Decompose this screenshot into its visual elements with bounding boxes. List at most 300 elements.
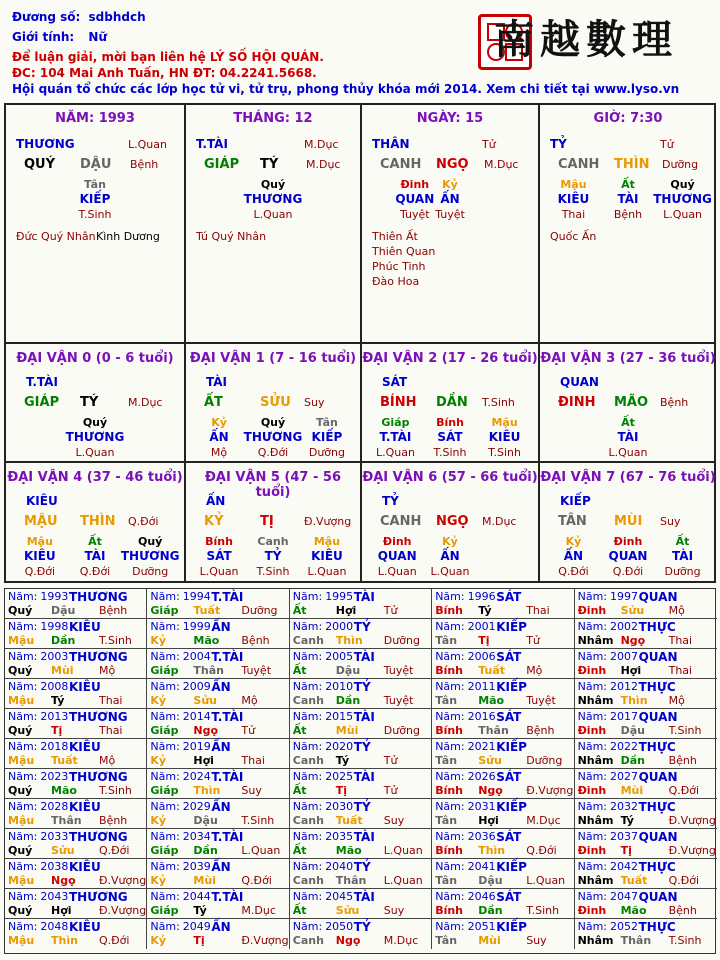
hidden-star: Tuyệt <box>399 208 430 221</box>
hidden-star: L.Quan <box>663 208 703 221</box>
year-god: KIẾP <box>496 800 527 814</box>
year-chi: Dậu <box>478 874 503 887</box>
year-label: Năm: <box>577 770 607 783</box>
year-label: Năm: <box>577 710 607 723</box>
year-chi: Ngọ <box>193 724 219 737</box>
year-cell <box>575 649 717 679</box>
year-can: Ất <box>292 844 307 857</box>
year-god: QUAN <box>638 830 678 844</box>
year-god: KIÊU <box>69 800 101 814</box>
year-chi: Tị <box>478 634 490 647</box>
year-cell <box>575 799 717 829</box>
year-god: TÀI <box>353 770 375 784</box>
year-label: Năm: <box>577 890 607 903</box>
year-chi: Thìn <box>51 934 78 947</box>
year-label: Năm: <box>577 740 607 753</box>
year-chi: Mão <box>51 784 77 797</box>
year-star: L.Quan <box>383 874 423 887</box>
year-number <box>293 890 353 903</box>
dai-van-can: BÍNH <box>380 395 417 410</box>
year-label: Năm: <box>150 800 180 813</box>
hidden-can: Quý <box>260 178 286 191</box>
year-value: 2031 <box>467 800 496 813</box>
year-cell <box>147 859 289 889</box>
year-chi: Sửu <box>51 844 75 857</box>
year-god: T.TÀI <box>211 770 244 784</box>
year-chi: Thân <box>620 934 652 947</box>
year-value: 2015 <box>325 710 354 723</box>
year-god: QUAN <box>638 590 678 604</box>
pillar-can: QUÝ <box>24 157 56 172</box>
year-star: Đ.Vượng <box>99 874 147 887</box>
year-god: TÀI <box>353 590 375 604</box>
year-number <box>150 890 210 903</box>
hidden-can: Bính <box>436 416 464 429</box>
year-label: Năm: <box>8 650 38 663</box>
year-god: QUAN <box>638 890 678 904</box>
year-god: KIÊU <box>69 680 101 694</box>
hidden-god: KIÊU <box>23 549 56 563</box>
year-number <box>435 890 495 903</box>
hidden-star: T.Sinh <box>256 565 290 578</box>
year-chi: Hợi <box>335 604 357 617</box>
hidden-god: SÁT <box>206 549 232 563</box>
year-value: 2006 <box>467 650 496 663</box>
year-god: TỶ <box>353 680 371 694</box>
hidden-can: Kỷ <box>211 416 227 429</box>
year-can: Đinh <box>577 664 607 677</box>
year-number <box>293 590 353 603</box>
year-cell <box>575 619 717 649</box>
hidden-star: Q.Đới <box>24 565 56 578</box>
header-gioi-tinh <box>12 30 107 44</box>
hidden-can: Mậu <box>26 535 53 548</box>
dai-van-chi: THÌN <box>80 514 116 529</box>
year-star: Q.Đới <box>668 784 700 797</box>
year-can: Mậu <box>8 814 35 827</box>
year-star: Tuyệt <box>383 664 414 677</box>
dai-van-chi: NGỌ <box>436 514 469 529</box>
pillar-title: NGÀY: 15 <box>416 111 484 126</box>
year-chi: Mão <box>335 844 362 857</box>
year-star: Tử <box>383 784 398 797</box>
year-number <box>150 830 210 843</box>
hidden-star: Dưỡng <box>664 565 701 578</box>
year-value: 2023 <box>40 770 69 783</box>
year-chi: Dần <box>620 754 645 767</box>
year-cell <box>5 709 147 739</box>
dai-van-can: CANH <box>380 514 422 529</box>
year-can: Quý <box>8 784 33 797</box>
shen-sha-star: Kình Dương <box>96 230 160 243</box>
year-star: T.Sinh <box>526 904 560 917</box>
year-label: Năm: <box>150 860 180 873</box>
shen-sha-star: Thiên Ất <box>372 230 418 243</box>
hidden-star: Dưỡng <box>132 565 169 578</box>
hidden-can: Kỷ <box>565 535 582 548</box>
year-number <box>8 740 68 753</box>
hidden-god: QUAN <box>377 549 417 563</box>
year-star: Tuyệt <box>526 694 556 707</box>
year-label: Năm: <box>150 740 180 753</box>
year-can: Bính <box>435 844 464 857</box>
year-chi: Hợi <box>193 754 214 767</box>
year-god: T.TÀI <box>211 890 244 904</box>
year-god: KIẾP <box>496 860 527 874</box>
year-god: KIÊU <box>69 620 101 634</box>
year-label: Năm: <box>435 620 465 633</box>
year-label: Năm: <box>435 800 465 813</box>
pillar-title: GIỜ: 7:30 <box>593 111 663 126</box>
year-cell <box>5 619 147 649</box>
year-chi: Mùi <box>620 784 644 797</box>
year-star: Suy <box>526 934 547 947</box>
year-label: Năm: <box>8 620 38 633</box>
dai-van-can: TÂN <box>558 514 587 529</box>
year-god: SÁT <box>496 770 522 784</box>
year-can: Canh <box>292 934 324 947</box>
year-cell <box>290 739 432 769</box>
hidden-star: Bệnh <box>613 208 643 221</box>
year-star: L.Quan <box>241 844 281 857</box>
year-star: L.Quan <box>383 844 423 857</box>
year-value: 1996 <box>467 590 496 603</box>
dai-van-cell <box>362 463 538 580</box>
hidden-god: TÀI <box>617 430 639 444</box>
year-number <box>8 680 68 693</box>
year-can: Kỷ <box>150 754 167 767</box>
year-god: T.TÀI <box>211 710 244 724</box>
year-chi: Tuất <box>620 874 648 887</box>
year-god: THỰC <box>638 740 676 754</box>
year-value: 2001 <box>467 620 496 633</box>
year-number <box>435 620 495 633</box>
year-can: Giáp <box>150 604 179 617</box>
year-cell <box>575 709 717 739</box>
year-number <box>578 740 638 753</box>
dai-van-chi: MÙI <box>614 514 643 529</box>
year-number <box>8 890 68 903</box>
year-star: Bệnh <box>99 814 128 827</box>
hidden-star: T.Sinh <box>433 446 467 459</box>
shen-sha-star: Tú Quý Nhân <box>196 230 267 243</box>
year-label: Năm: <box>577 860 607 873</box>
dai-van-cell <box>6 463 184 580</box>
shen-sha-star: Quốc Ấn <box>550 230 597 243</box>
year-can: Tân <box>435 634 458 647</box>
year-number <box>293 920 353 933</box>
year-value: 2042 <box>609 860 638 873</box>
year-god: TÀI <box>353 830 375 844</box>
year-label: Năm: <box>150 620 180 633</box>
year-can: Tân <box>435 934 458 947</box>
dai-van-chi-star: T.Sinh <box>482 396 515 409</box>
pillar-top-star: Tử <box>482 138 496 151</box>
year-label: Năm: <box>150 710 180 723</box>
year-star: Đ.Vượng <box>668 844 716 857</box>
dai-van-chi: SỬU <box>260 395 291 410</box>
year-label: Năm: <box>292 650 323 663</box>
dai-van-can: ẤT <box>204 395 223 410</box>
year-can: Kỷ <box>150 634 167 647</box>
year-star: Bệnh <box>241 634 270 647</box>
hidden-god: KIẾP <box>79 192 111 206</box>
year-value: 1997 <box>609 590 638 603</box>
year-label: Năm: <box>577 830 607 843</box>
year-table <box>4 588 716 954</box>
year-star: Bệnh <box>668 754 697 767</box>
hidden-star: Q.Đới <box>257 446 289 459</box>
year-star: Dưỡng <box>383 724 420 737</box>
year-cell <box>147 919 289 949</box>
pillar-can-god: TỶ <box>550 137 567 151</box>
year-chi: Tý <box>193 904 207 917</box>
pillar-chi: DẬU <box>80 157 112 172</box>
year-chi: Tị <box>620 844 632 857</box>
year-chi: Thân <box>478 724 509 737</box>
year-cell <box>5 679 147 709</box>
year-can: Giáp <box>150 784 179 797</box>
year-can: Ất <box>292 784 307 797</box>
hidden-god: TÀI <box>672 549 694 563</box>
hidden-can: Kỷ <box>442 178 458 191</box>
year-value: 2040 <box>325 860 354 873</box>
year-god: THƯƠNG <box>69 890 128 904</box>
dai-van-chi-star: Q.Đới <box>128 515 159 528</box>
year-star: T.Sinh <box>668 724 702 737</box>
year-number <box>150 740 210 753</box>
year-star: T.Sinh <box>99 634 132 647</box>
year-cell <box>290 679 432 709</box>
year-can: Tân <box>435 814 458 827</box>
year-can: Ất <box>292 724 307 737</box>
year-label: Năm: <box>435 590 465 603</box>
year-god: THƯƠNG <box>69 770 128 784</box>
hidden-can: Ất <box>621 416 635 429</box>
year-can: Canh <box>292 814 324 827</box>
year-cell <box>5 649 147 679</box>
year-label: Năm: <box>8 890 38 903</box>
hidden-can: Quý <box>670 178 695 191</box>
year-number <box>293 860 353 873</box>
year-cell <box>147 679 289 709</box>
year-cell <box>432 799 574 829</box>
year-star: Mộ <box>99 664 116 677</box>
year-god: ẤN <box>211 680 231 694</box>
hidden-god: SÁT <box>437 430 463 444</box>
year-god: TÀI <box>353 710 375 724</box>
header-line-3: Hội quán tổ chức các lớp học tử vi, tử trụ, phong thủy khóa mới 2014. Xem chi tiết tại www.lyso.vn <box>12 82 680 96</box>
year-can: Đinh <box>577 784 607 797</box>
year-star: Thai <box>241 754 265 767</box>
year-cell <box>5 859 147 889</box>
year-value: 2037 <box>609 830 638 843</box>
year-value: 2039 <box>182 860 211 873</box>
hidden-can: Đinh <box>613 535 643 548</box>
year-number <box>435 830 495 843</box>
year-star: T.Sinh <box>99 784 132 797</box>
year-cell <box>147 829 289 859</box>
year-value: 2049 <box>182 920 211 933</box>
dai-van-chi-star: M.Dục <box>128 396 163 409</box>
year-cell <box>575 889 717 919</box>
dai-van-title: ĐẠI VẬN 3 (27 - 36 tuổi) <box>540 351 716 366</box>
year-star: Dưỡng <box>383 634 420 647</box>
year-number <box>293 710 353 723</box>
year-star: Tử <box>383 604 398 617</box>
year-value: 2021 <box>467 740 496 753</box>
hidden-star: Mộ <box>210 446 228 459</box>
year-chi: Thân <box>51 814 82 827</box>
year-can: Kỷ <box>150 874 167 887</box>
year-chi: Tuất <box>51 754 78 767</box>
year-label: Năm: <box>292 590 323 603</box>
year-chi: Hợi <box>51 904 72 917</box>
year-number <box>578 890 638 903</box>
year-value: 2045 <box>325 890 354 903</box>
year-chi: Tị <box>51 724 63 737</box>
year-value: 2028 <box>40 800 69 813</box>
year-value: 2034 <box>182 830 211 843</box>
year-cell <box>432 649 574 679</box>
year-chi: Dần <box>478 904 503 917</box>
year-god: QUAN <box>638 710 678 724</box>
hidden-star: L.Quan <box>75 446 115 459</box>
year-chi: Tý <box>335 754 350 767</box>
year-value: 2047 <box>609 890 638 903</box>
year-star: M.Dục <box>526 814 561 827</box>
year-label: Năm: <box>292 830 323 843</box>
hidden-god: TÀI <box>617 192 639 206</box>
year-can: Canh <box>292 634 324 647</box>
year-chi: Ngọ <box>335 934 361 947</box>
year-god: SÁT <box>496 710 522 724</box>
year-cell <box>147 769 289 799</box>
hidden-god: THƯƠNG <box>243 192 303 206</box>
hidden-can: Giáp <box>381 416 410 429</box>
header-duong-so <box>12 10 146 24</box>
year-god: THƯƠNG <box>69 650 128 664</box>
year-god: ẤN <box>211 920 231 934</box>
hidden-star: L.Quan <box>375 446 415 459</box>
year-value: 2009 <box>182 680 211 693</box>
year-value: 2035 <box>325 830 354 843</box>
hidden-god: TỶ <box>264 549 282 563</box>
year-label: Năm: <box>150 890 180 903</box>
year-chi: Tý <box>620 814 634 827</box>
pillar-can: CANH <box>380 157 422 172</box>
year-cell <box>432 739 574 769</box>
hidden-god: T.TÀI <box>379 430 412 444</box>
year-value: 1994 <box>182 590 211 603</box>
year-cell <box>432 919 574 949</box>
year-number <box>150 860 210 873</box>
year-chi: Hợi <box>478 814 499 827</box>
year-chi: Tuất <box>335 814 363 827</box>
year-god: KIẾP <box>496 680 527 694</box>
year-number <box>578 650 638 663</box>
year-value: 1999 <box>182 620 211 633</box>
hidden-star: Dưỡng <box>308 446 346 459</box>
year-label: Năm: <box>435 740 465 753</box>
year-star: Q.Đới <box>526 844 557 857</box>
year-label: Năm: <box>8 740 38 753</box>
dai-van-title: ĐẠI VẬN 2 (17 - 26 tuổi) <box>362 351 538 366</box>
year-label: Năm: <box>8 680 38 693</box>
year-number <box>435 740 495 753</box>
year-can: Quý <box>8 664 33 677</box>
pillar-can-god: THƯƠNG <box>16 137 75 151</box>
year-can: Canh <box>292 754 324 767</box>
year-god: KIẾP <box>496 620 527 634</box>
pillar-chi-star: Bệnh <box>130 158 159 171</box>
pillar-cell <box>540 105 716 341</box>
year-can: Mậu <box>8 874 35 887</box>
hidden-star: Q.Đới <box>612 565 644 578</box>
year-can: Tân <box>435 874 458 887</box>
year-label: Năm: <box>292 770 323 783</box>
year-cell <box>147 709 289 739</box>
dai-van-can: KỶ <box>204 514 224 529</box>
shen-sha-star: Đào Hoa <box>372 275 420 288</box>
pillar-cell <box>186 105 360 341</box>
year-value: 2016 <box>467 710 496 723</box>
hidden-star: L.Quan <box>430 565 470 578</box>
year-god: ẤN <box>211 740 231 754</box>
year-value: 2014 <box>182 710 211 723</box>
hidden-god: KIÊU <box>557 192 590 206</box>
year-god: TỶ <box>353 620 371 634</box>
hidden-can: Bính <box>205 535 233 548</box>
year-chi: Dậu <box>335 664 361 677</box>
year-star: Đ.Vượng <box>668 814 716 827</box>
year-label: Năm: <box>435 890 465 903</box>
year-label: Năm: <box>150 590 180 603</box>
year-label: Năm: <box>292 890 323 903</box>
dai-van-can: GIÁP <box>24 395 60 410</box>
year-can: Mậu <box>8 634 35 647</box>
dai-van-chi-star: Bệnh <box>660 396 689 409</box>
year-chi: Dậu <box>51 604 76 617</box>
year-can: Đinh <box>577 604 607 617</box>
year-value: 1995 <box>325 590 354 603</box>
year-value: 2041 <box>467 860 496 873</box>
year-number <box>8 710 68 723</box>
year-can: Ất <box>292 904 307 917</box>
year-chi: Thìn <box>620 694 648 707</box>
year-number <box>150 680 210 693</box>
hidden-god: ẤN <box>440 549 460 563</box>
year-value: 2030 <box>325 800 354 813</box>
year-star: Thai <box>526 604 550 617</box>
pillar-title: NĂM: 1993 <box>55 111 135 126</box>
year-number <box>8 860 68 873</box>
year-can: Mậu <box>8 694 35 707</box>
dai-van-god: KIẾP <box>560 494 591 508</box>
year-cell <box>5 769 147 799</box>
year-star: L.Quan <box>526 874 566 887</box>
year-chi: Dậu <box>620 724 645 737</box>
hidden-can: Đinh <box>382 535 412 548</box>
year-can: Ất <box>292 664 307 677</box>
header-line-1: Để luận giải, mời bạn liên hệ LÝ SỐ HỘI QUÁN. <box>12 50 324 64</box>
dai-van-cell <box>362 344 538 461</box>
year-can: Tân <box>435 694 458 707</box>
hidden-god: ẤN <box>440 192 460 206</box>
year-number <box>8 830 68 843</box>
year-chi: Tý <box>478 604 492 617</box>
year-label: Năm: <box>8 920 38 933</box>
